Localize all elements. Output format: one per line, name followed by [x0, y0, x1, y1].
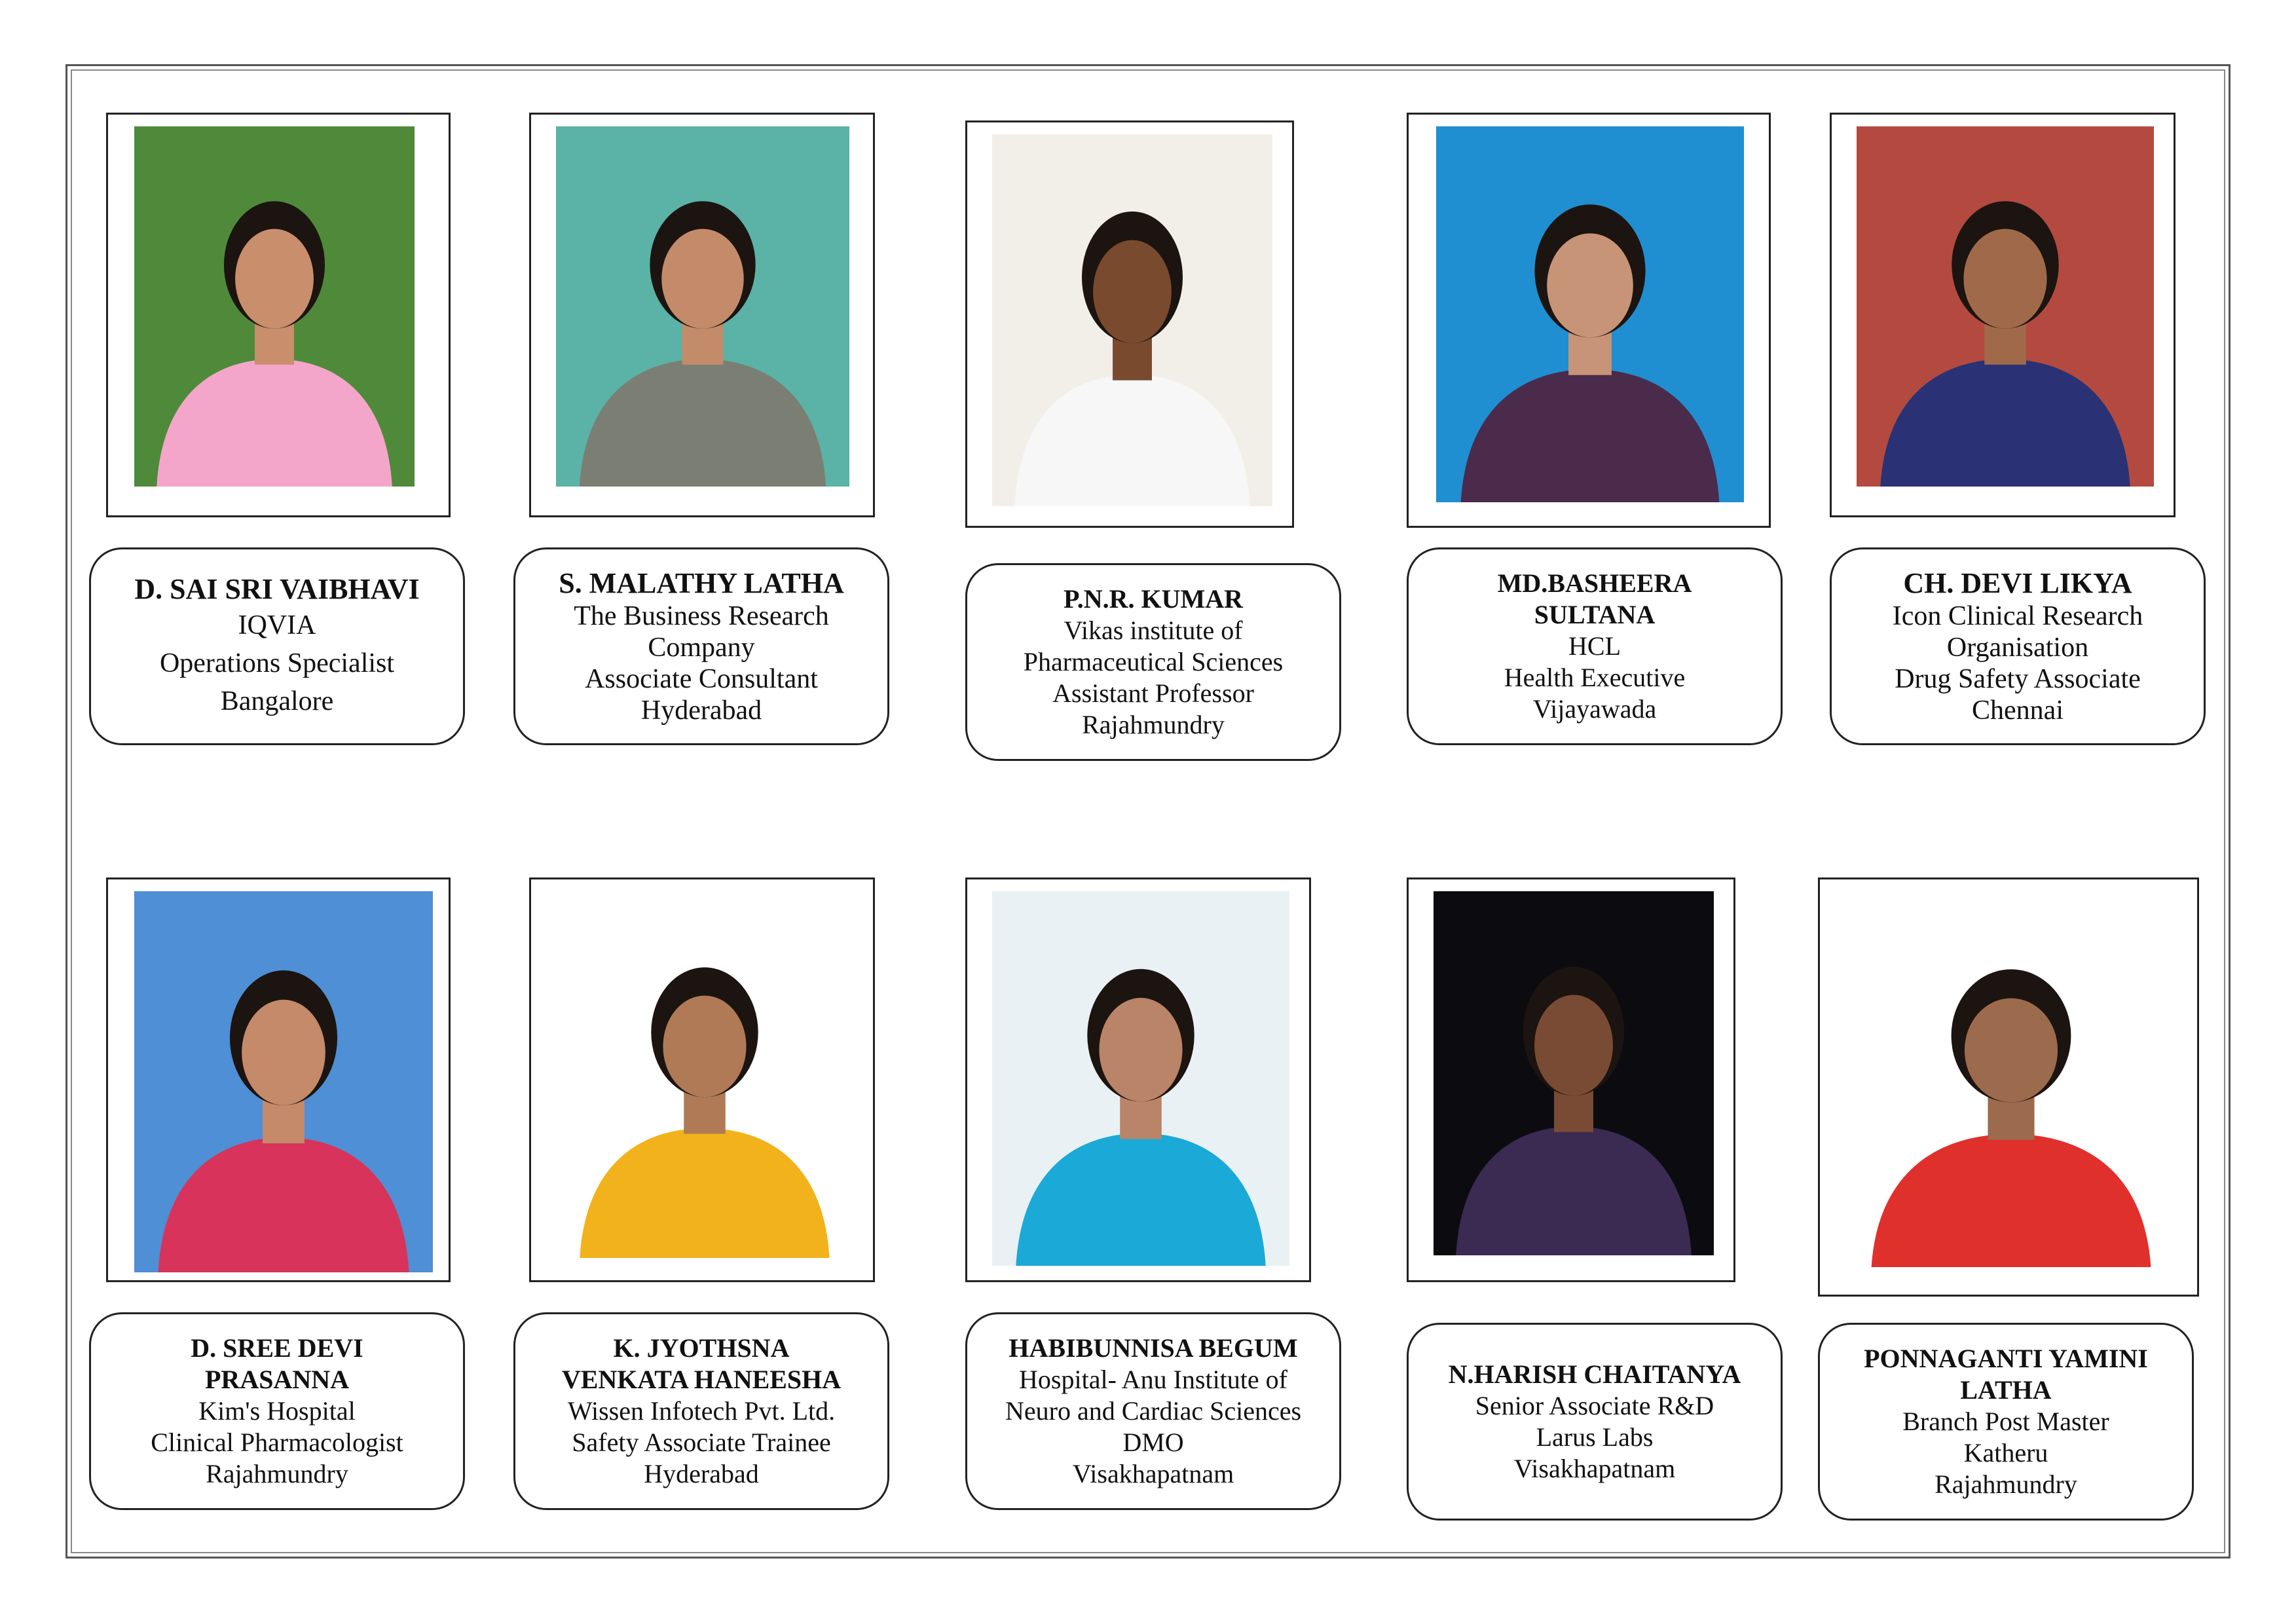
- profile-detail: Chennai: [1972, 695, 2064, 726]
- portrait-image: [992, 134, 1272, 506]
- profile-photo: [1845, 891, 2177, 1267]
- profile-detail: Assistant Professor: [1052, 678, 1254, 708]
- profile-card: [965, 563, 1341, 761]
- photo-frame: [1407, 877, 1735, 1282]
- profile-card: [1407, 1323, 1783, 1521]
- profile-name: PONNAGANTI YAMINI: [1864, 1344, 2148, 1373]
- profile-name-continued: VENKATA HANEESHA: [561, 1365, 842, 1394]
- portrait-image: [134, 891, 433, 1272]
- profile-name: MD.BASHEERA: [1497, 568, 1692, 598]
- profile-name-continued: LATHA: [1960, 1375, 2052, 1405]
- profile-detail: Hospital- Anu Institute of: [1019, 1365, 1287, 1394]
- photo-frame: [529, 877, 875, 1282]
- profile-name: HABIBUNNISA BEGUM: [1009, 1333, 1298, 1363]
- profile-detail: Operations Specialist: [159, 648, 395, 678]
- profile-name: K. JYOTHSNA: [613, 1333, 790, 1363]
- profile-detail: Company: [648, 633, 755, 663]
- profile-detail: IQVIA: [238, 610, 316, 640]
- photo-frame: [106, 877, 451, 1282]
- profile-detail: The Business Research: [574, 601, 829, 631]
- profile-detail: Kim's Hospital: [198, 1396, 356, 1426]
- profile-detail: Bangalore: [220, 686, 334, 716]
- profile-detail: Visakhapatnam: [1513, 1454, 1676, 1483]
- portrait-image: [1436, 126, 1744, 502]
- profile-name: D. SREE DEVI: [191, 1333, 363, 1363]
- profile-card: [965, 1312, 1341, 1510]
- portrait-image: [1857, 126, 2154, 487]
- profile-name: N.HARISH CHAITANYA: [1448, 1359, 1741, 1389]
- profile-photo: [134, 126, 415, 487]
- profile-photo: [1434, 891, 1714, 1255]
- profile-photo: [556, 891, 853, 1258]
- profile-photo: [1436, 126, 1744, 502]
- profile-detail: Neuro and Cardiac Sciences: [1005, 1396, 1302, 1426]
- profile-detail: Rajahmundry: [1935, 1469, 2077, 1499]
- profile-photo: [556, 126, 849, 487]
- profile-name: CH. DEVI LIKYA: [1903, 567, 2132, 599]
- profile-detail: Visakhapatnam: [1072, 1459, 1234, 1488]
- profile-detail: Wissen Infotech Pvt. Ltd.: [567, 1396, 836, 1426]
- portrait-image: [556, 891, 853, 1258]
- profile-detail: DMO: [1122, 1428, 1184, 1457]
- profile-detail: Drug Safety Associate: [1895, 664, 2141, 694]
- profile-detail: Vijayawada: [1532, 694, 1657, 724]
- profile-detail: Safety Associate Trainee: [572, 1428, 831, 1457]
- profile-detail: Rajahmundry: [206, 1459, 348, 1488]
- photo-frame: [106, 113, 451, 517]
- photo-frame: [1830, 113, 2176, 517]
- profile-photo: [992, 134, 1272, 506]
- profile-photo: [134, 891, 433, 1272]
- profile-name: D. SAI SRI VAIBHAVI: [134, 573, 420, 605]
- portrait-image: [992, 891, 1289, 1266]
- profile-name: P.N.R. KUMAR: [1063, 584, 1244, 614]
- profile-detail: Icon Clinical Research: [1892, 601, 2143, 631]
- profile-card: [1830, 547, 2206, 745]
- profile-detail: Branch Post Master: [1902, 1407, 2109, 1436]
- portrait-image: [556, 126, 849, 487]
- profile-name-continued: SULTANA: [1534, 600, 1656, 629]
- profile-photo: [1857, 126, 2154, 487]
- profile-card: [89, 547, 465, 745]
- profile-card: [1407, 547, 1783, 745]
- profile-detail: HCL: [1568, 631, 1621, 661]
- profile-detail: Katheru: [1963, 1438, 2048, 1467]
- photo-frame: [1818, 877, 2199, 1297]
- profile-detail: Associate Consultant: [585, 664, 818, 694]
- portrait-image: [1845, 891, 2177, 1267]
- portrait-image: [134, 126, 415, 487]
- profile-detail: Larus Labs: [1536, 1422, 1654, 1452]
- profile-name-continued: PRASANNA: [205, 1365, 349, 1394]
- profile-name: S. MALATHY LATHA: [559, 567, 844, 599]
- profile-card: [513, 547, 889, 745]
- profile-detail: Hyderabad: [644, 1459, 759, 1488]
- photo-frame: [529, 113, 875, 517]
- photo-frame: [965, 877, 1311, 1282]
- profile-detail: Pharmaceutical Sciences: [1023, 647, 1284, 676]
- photo-frame: [1407, 113, 1771, 528]
- profile-card: [513, 1312, 889, 1510]
- profile-detail: Clinical Pharmacologist: [151, 1428, 403, 1457]
- profile-detail: Senior Associate R&D: [1475, 1391, 1714, 1420]
- profile-card: [89, 1312, 465, 1510]
- portrait-image: [1434, 891, 1714, 1255]
- profile-detail: Rajahmundry: [1082, 710, 1225, 739]
- profile-detail: Organisation: [1946, 633, 2089, 663]
- profile-detail: Vikas institute of: [1064, 616, 1243, 645]
- profile-photo: [992, 891, 1289, 1266]
- photo-frame: [965, 120, 1294, 528]
- profile-detail: Hyderabad: [640, 695, 762, 726]
- profile-card: [1818, 1323, 2194, 1521]
- profile-detail: Health Executive: [1504, 663, 1686, 692]
